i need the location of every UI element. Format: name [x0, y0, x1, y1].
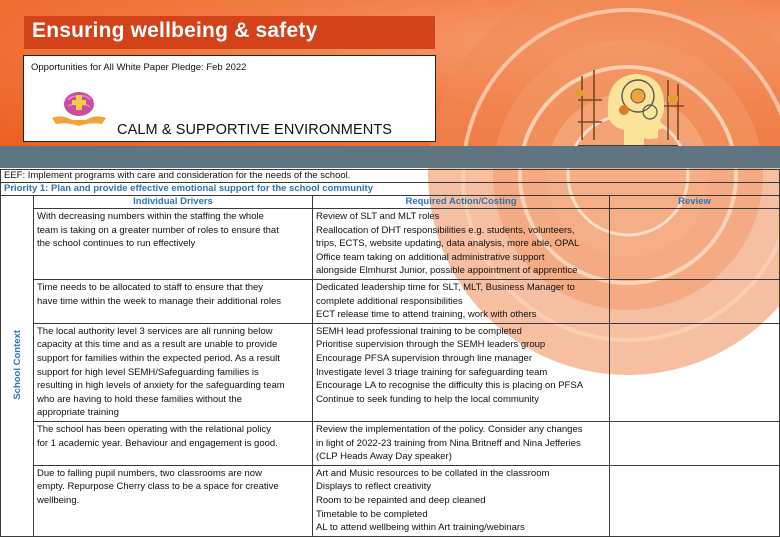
- head-gears-illustration: [568, 60, 688, 152]
- text-line: With decreasing numbers within the staffing the whole: [37, 211, 264, 222]
- text-line: appropriate training: [37, 407, 119, 419]
- drivers-cell: [34, 421, 313, 465]
- drivers-cell: [34, 209, 313, 280]
- text-line: Encourage PFSA supervision through line manager: [316, 352, 532, 364]
- review-cell[interactable]: [610, 421, 780, 465]
- text-line: who are having to hold these families without the: [37, 393, 242, 405]
- text-line: Timetable to be completed: [316, 508, 428, 520]
- section-subtitle: CALM & SUPPORTIVE ENVIRONMENTS: [117, 122, 393, 138]
- review-cell[interactable]: [610, 209, 780, 280]
- text-line: Review the implementation of the policy. Consider any changes: [316, 423, 583, 435]
- review-cell[interactable]: [610, 323, 780, 421]
- header-banner: [0, 0, 780, 146]
- text-line: The school has been operating with the relational policy: [37, 423, 271, 435]
- text-line: SEMH lead professional training to be completed: [316, 325, 522, 337]
- header-individual-drivers: Individual Drivers: [34, 196, 313, 209]
- text-line: support for families within the expected period. As a result: [37, 352, 280, 364]
- text-line: Encourage LA to recognise the difficulty this is placing on PFSA: [316, 380, 584, 392]
- actions-cell: [313, 465, 610, 536]
- table-row: [1, 421, 780, 465]
- actions-cell: [313, 421, 610, 465]
- text-line: Reallocation of DHT responsibilities e.g. students, volunteers,: [316, 224, 575, 236]
- eef-row: [1, 170, 780, 183]
- drivers-cell: [34, 280, 313, 324]
- brain-hands-icon: [46, 84, 112, 130]
- review-cell[interactable]: [610, 280, 780, 324]
- text-line: ECT release time to attend training, work with others: [316, 309, 537, 321]
- text-line: (CLP Heads Away Day speaker): [316, 451, 452, 463]
- text-line: empty. Repurpose Cherry class to be a space for creative: [37, 481, 279, 493]
- header-required-action: Required Action/Costing: [313, 196, 610, 209]
- table-row: [1, 465, 780, 536]
- eef-text: EEF: Implement programs with care and consideration for the needs of the school.: [1, 170, 780, 183]
- text-line: Dedicated leadership time for SLT, MLT, Business Manager to: [316, 282, 575, 293]
- review-cell[interactable]: [610, 465, 780, 536]
- text-line: team is taking on a greater number of roles to ensure that: [37, 224, 279, 236]
- text-line: The local authority level 3 services are all running below: [37, 325, 273, 337]
- page-title: Ensuring wellbeing & safety: [24, 16, 435, 49]
- school-context-label: School Context: [1, 196, 34, 537]
- text-line: capacity at this time and as a result are unable to provide: [37, 339, 278, 351]
- table-row: [1, 323, 780, 421]
- text-line: trips, ECTS, website updating, data analysis, more able, OPAL: [316, 238, 580, 250]
- text-line: the school continues to run effectively: [37, 238, 196, 250]
- header-review: Review: [610, 196, 780, 209]
- text-line: Due to falling pupil numbers, two classrooms are now: [37, 467, 262, 479]
- text-line: resulting in high levels of anxiety for the safeguarding team: [37, 380, 285, 392]
- text-line: alongside Elmhurst Junior, possible appointment of apprentice: [316, 265, 578, 277]
- text-line: support for high level SEMH/Safeguarding families is: [37, 366, 259, 378]
- text-line: Continue to seek funding to help the local community: [316, 393, 539, 405]
- text-line: Displays to reflect creativity: [316, 481, 432, 493]
- drivers-cell: [34, 323, 313, 421]
- text-line: Prioritise supervision through the SEMH leaders group: [316, 339, 546, 351]
- priority-text: Priority 1: Plan and provide effective emotional support for the school community: [1, 183, 780, 196]
- text-line: Art and Music resources to be collated in the classroom: [316, 467, 550, 479]
- text-line: wellbeing.: [37, 494, 80, 506]
- text-line: Office team taking on additional administrative support: [316, 251, 545, 263]
- drivers-cell: [34, 465, 313, 536]
- text-line: Review of SLT and MLT roles: [316, 211, 440, 222]
- actions-cell: [313, 209, 610, 280]
- text-line: have time within the week to manage their additional roles: [37, 295, 281, 307]
- table-row: [1, 280, 780, 324]
- table-header-row: [1, 196, 780, 209]
- pledge-box: [23, 55, 436, 142]
- actions-cell: [313, 323, 610, 421]
- text-line: AL to attend wellbeing within Art training/webinars: [316, 522, 525, 534]
- action-plan-table: [0, 169, 780, 537]
- text-line: Room to be repainted and deep cleaned: [316, 494, 486, 506]
- text-line: in light of 2022-23 training from Nina Britneff and Nina Jefferies: [316, 437, 581, 449]
- text-line: Investigate level 3 triage training for safeguarding team: [316, 366, 548, 378]
- priority-row: [1, 183, 780, 196]
- text-line: complete additional responsibilities: [316, 295, 463, 307]
- text-line: Time needs to be allocated to staff to ensure that they: [37, 282, 264, 293]
- actions-cell: [313, 280, 610, 324]
- table-row: [1, 209, 780, 280]
- pledge-text: Opportunities for All White Paper Pledge: Feb 2022: [31, 62, 247, 73]
- divider-band: [0, 146, 780, 168]
- text-line: for 1 academic year. Behaviour and engagement is good.: [37, 437, 278, 449]
